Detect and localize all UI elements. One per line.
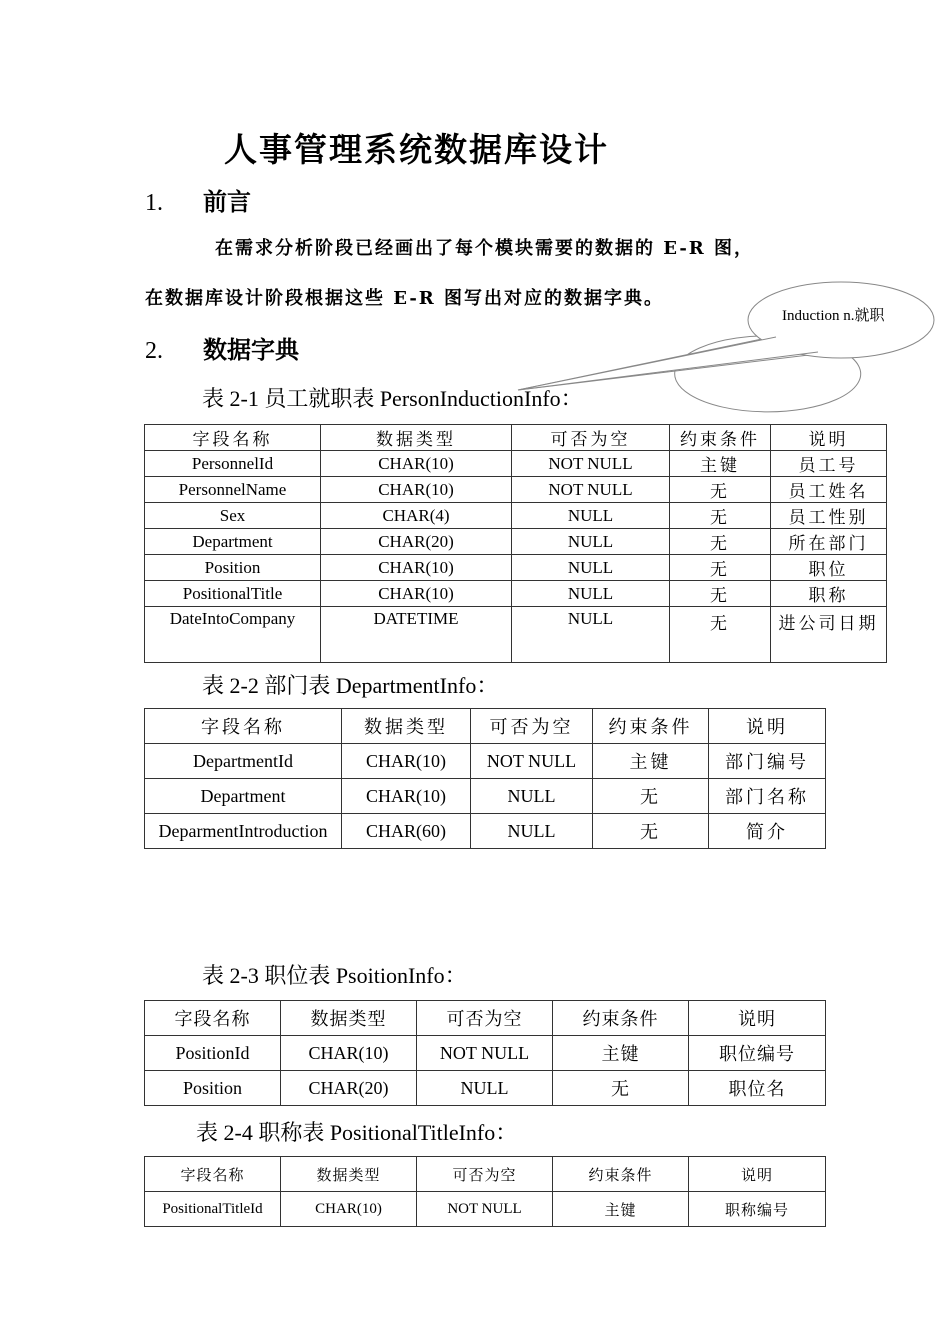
table-cell: CHAR(10) — [281, 1036, 417, 1071]
table-cell: Position — [145, 555, 321, 581]
table-cell: 员工性别 — [771, 503, 887, 529]
callout-text: Induction n.就职 — [782, 308, 885, 324]
table-cell: PositionalTitleId — [145, 1192, 281, 1227]
header-cell: 说明 — [709, 709, 826, 744]
table-cell: 进公司日期 — [771, 607, 887, 663]
header-cell: 说明 — [689, 1001, 826, 1036]
callout-bubble-shape — [518, 280, 938, 400]
table-cell: Department — [145, 779, 342, 814]
table-cell: CHAR(20) — [321, 529, 512, 555]
table-cell: NULL — [417, 1071, 553, 1106]
header-cell: 字段名称 — [145, 1157, 281, 1192]
section-1-heading — [145, 186, 251, 219]
table-row — [145, 555, 887, 581]
header-cell: 约束条件 — [670, 425, 771, 451]
header-cell: 可否为空 — [512, 425, 670, 451]
table-cell: DepartmentId — [145, 744, 342, 779]
header-cell: 数据类型 — [281, 1157, 417, 1192]
table-cell: 无 — [593, 779, 709, 814]
table-cell: CHAR(60) — [342, 814, 471, 849]
table-3 — [144, 1000, 826, 1106]
table-cell: DATETIME — [321, 607, 512, 663]
table-cell: CHAR(4) — [321, 503, 512, 529]
table-row — [145, 477, 887, 503]
table-cell: 简介 — [709, 814, 826, 849]
table-cell: CHAR(10) — [342, 744, 471, 779]
table-cell: 主键 — [553, 1192, 689, 1227]
table-cell: 无 — [670, 607, 771, 663]
table-cell: NOT NULL — [512, 451, 670, 477]
table-row — [145, 744, 826, 779]
document-title: 人事管理系统数据库设计 — [224, 130, 609, 169]
table-cell: NULL — [471, 814, 593, 849]
table-cell: NULL — [512, 503, 670, 529]
section-1-title: 前言 — [203, 187, 251, 216]
table-cell: NULL — [512, 555, 670, 581]
table-cell: DeparmentIntroduction — [145, 814, 342, 849]
header-cell: 可否为空 — [417, 1001, 553, 1036]
table-row — [145, 503, 887, 529]
table-cell: 所在部门 — [771, 529, 887, 555]
table-cell: CHAR(10) — [342, 779, 471, 814]
header-cell: 字段名称 — [145, 709, 342, 744]
table-1 — [144, 424, 887, 663]
table-cell: NULL — [512, 529, 670, 555]
header-cell: 约束条件 — [553, 1157, 689, 1192]
table-cell: 主键 — [670, 451, 771, 477]
intro-line-1: 在需求分析阶段已经画出了每个模块需要的数据的 E-R 图， — [215, 238, 755, 259]
table-row — [145, 581, 887, 607]
table-cell: 部门名称 — [709, 779, 826, 814]
table-row — [145, 1071, 826, 1106]
table-cell: NOT NULL — [417, 1036, 553, 1071]
section-2-heading — [145, 334, 299, 367]
table-2 — [144, 708, 826, 849]
table-cell: NOT NULL — [417, 1192, 553, 1227]
header-cell: 可否为空 — [471, 709, 593, 744]
header-cell: 数据类型 — [342, 709, 471, 744]
header-cell: 说明 — [771, 425, 887, 451]
table-header-row — [145, 425, 887, 451]
table-cell: 无 — [670, 529, 771, 555]
table-cell: 主键 — [553, 1036, 689, 1071]
table-cell: CHAR(10) — [321, 451, 512, 477]
table-cell: CHAR(20) — [281, 1071, 417, 1106]
table-4-caption: 表 2-4 职称表 PositionalTitleInfo： — [196, 1120, 518, 1145]
header-cell: 数据类型 — [281, 1001, 417, 1036]
table-cell: CHAR(10) — [321, 555, 512, 581]
table-header-row — [145, 1157, 826, 1192]
table-cell: 无 — [670, 555, 771, 581]
header-cell: 说明 — [689, 1157, 826, 1192]
table-cell: 无 — [593, 814, 709, 849]
table-cell: 无 — [670, 503, 771, 529]
table-cell: Sex — [145, 503, 321, 529]
table-row — [145, 1036, 826, 1071]
header-cell: 约束条件 — [553, 1001, 689, 1036]
table-2-caption: 表 2-2 部门表 DepartmentInfo： — [202, 673, 499, 698]
table-cell: CHAR(10) — [321, 581, 512, 607]
table-3-caption: 表 2-3 职位表 PsoitionInfo： — [202, 963, 467, 988]
table-cell: Position — [145, 1071, 281, 1106]
section-1-number: 1. — [145, 190, 163, 216]
table-1-caption: 表 2-1 员工就职表 PersonInductionInfo： — [202, 386, 583, 411]
table-row — [145, 779, 826, 814]
table-cell: 部门编号 — [709, 744, 826, 779]
table-cell: CHAR(10) — [321, 477, 512, 503]
table-cell: NOT NULL — [471, 744, 593, 779]
table-header-row — [145, 709, 826, 744]
table-cell: 职称 — [771, 581, 887, 607]
table-cell: PositionalTitle — [145, 581, 321, 607]
table-cell: 职位编号 — [689, 1036, 826, 1071]
table-cell: 职位名 — [689, 1071, 826, 1106]
table-cell: PositionId — [145, 1036, 281, 1071]
table-cell: NULL — [512, 607, 670, 663]
header-cell: 约束条件 — [593, 709, 709, 744]
table-cell: CHAR(10) — [281, 1192, 417, 1227]
header-cell: 字段名称 — [145, 1001, 281, 1036]
header-cell: 数据类型 — [321, 425, 512, 451]
table-header-row — [145, 1001, 826, 1036]
table-row — [145, 814, 826, 849]
table-cell: 职位 — [771, 555, 887, 581]
table-row — [145, 607, 887, 663]
table-row — [145, 529, 887, 555]
header-cell: 字段名称 — [145, 425, 321, 451]
table-cell: 无 — [670, 477, 771, 503]
table-cell: Department — [145, 529, 321, 555]
table-cell: 员工号 — [771, 451, 887, 477]
table-row — [145, 451, 887, 477]
table-cell: 职称编号 — [689, 1192, 826, 1227]
table-cell: 无 — [670, 581, 771, 607]
section-2-number: 2. — [145, 338, 163, 364]
intro-line-2: 在数据库设计阶段根据这些 E-R 图写出对应的数据字典。 — [145, 288, 665, 309]
table-cell: NULL — [471, 779, 593, 814]
table-cell: NOT NULL — [512, 477, 670, 503]
table-cell: 主键 — [593, 744, 709, 779]
header-cell: 可否为空 — [417, 1157, 553, 1192]
table-4 — [144, 1156, 826, 1227]
comment-callout — [748, 280, 934, 360]
section-2-title: 数据字典 — [203, 335, 299, 364]
table-cell: NULL — [512, 581, 670, 607]
table-cell: PersonnelName — [145, 477, 321, 503]
table-row — [145, 1192, 826, 1227]
table-cell: 员工姓名 — [771, 477, 887, 503]
table-cell: 无 — [553, 1071, 689, 1106]
table-cell: DateIntoCompany — [145, 607, 321, 663]
table-cell: PersonnelId — [145, 451, 321, 477]
